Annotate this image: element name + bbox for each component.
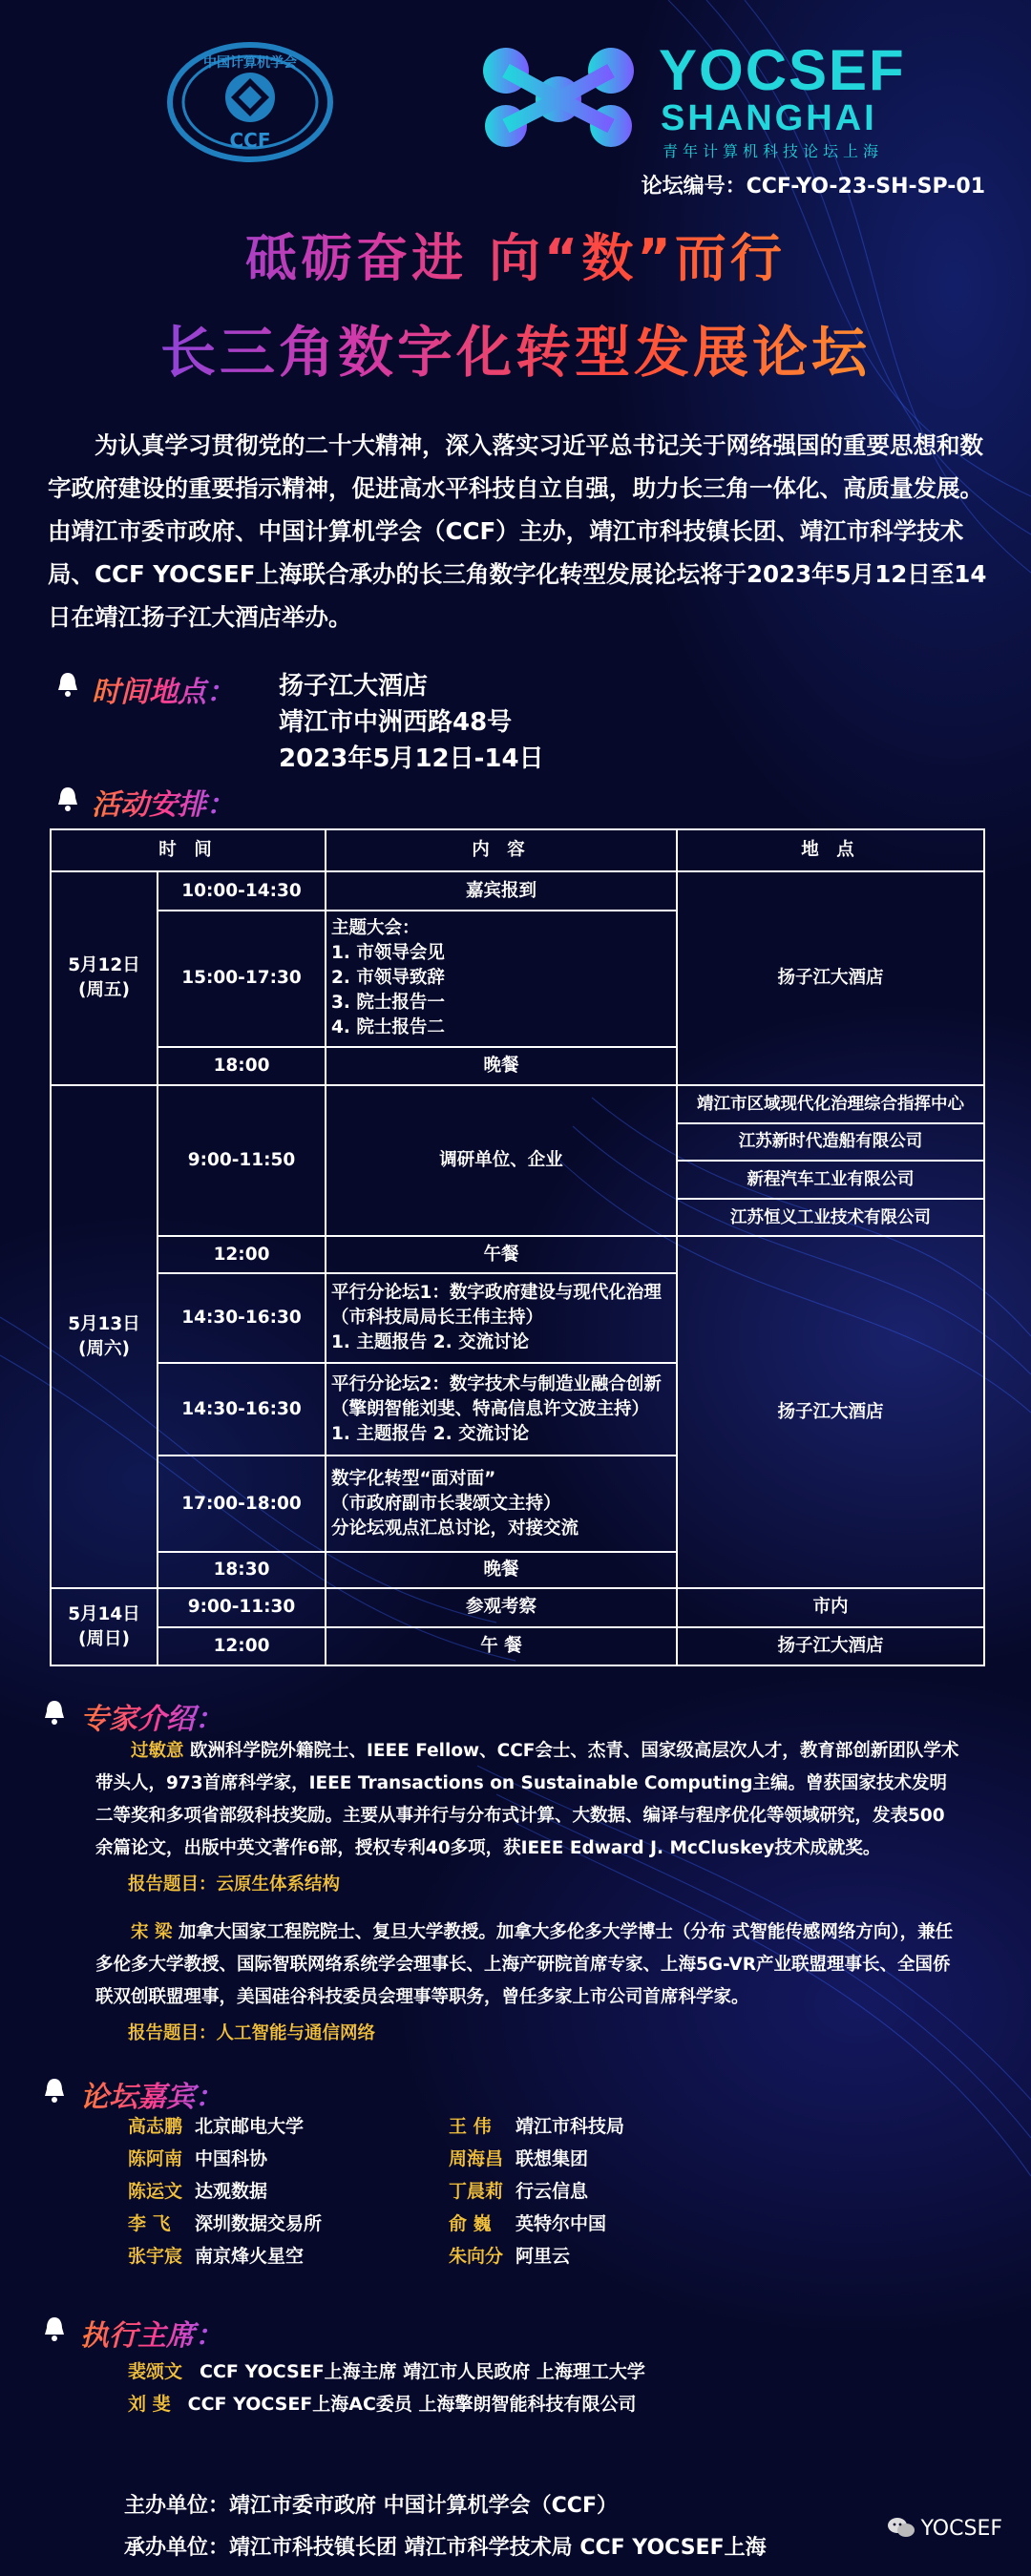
time-cell: 9:00-11:50: [158, 1085, 326, 1236]
day1-date: 5月12日: [68, 955, 140, 976]
content-line: 3. 院士报告一: [331, 993, 445, 1014]
guest-name: 张宇宸: [128, 2246, 183, 2267]
content-cell: 晚餐: [326, 1047, 677, 1085]
venue-date: 2023年5月12日-14日: [279, 744, 544, 773]
guest-name: 朱向分: [449, 2246, 504, 2267]
yocsef-logo-cn: 青年计算机科技论坛上海: [663, 142, 884, 160]
title-line-1: 砥砺奋进 向“数”而行: [0, 218, 1031, 291]
day1-location: 扬子江大酒店: [677, 871, 984, 1085]
time-cell: 18:00: [158, 1047, 326, 1085]
content-line: （市政府副市长裴颂文主持）: [331, 1493, 561, 1514]
guest-org: 英特尔中国: [516, 2213, 607, 2234]
schedule-table: [50, 828, 985, 1666]
wechat-account: [887, 2516, 1002, 2541]
day3-weekday: (周日): [78, 1628, 130, 1649]
forum-number: 论坛编号：CCF-YO-23-SH-SP-01: [641, 175, 985, 199]
guests-label: 论坛嘉宾：: [80, 2073, 223, 2115]
time-cell: 15:00-17:30: [158, 911, 326, 1047]
venue-name: 扬子江大酒店: [279, 672, 429, 701]
schedule-label: 活动安排：: [92, 781, 235, 823]
content-cell: [326, 1456, 677, 1552]
host-line: 主办单位：靖江市委市政府 中国计算机学会（CCF）: [124, 2494, 618, 2518]
guest-org: 深圳数据交易所: [195, 2213, 323, 2234]
guest-name: 俞 巍: [449, 2213, 492, 2234]
day3-date: 5月14日: [68, 1603, 140, 1624]
guest-row: [128, 2112, 701, 2145]
chair-name: 刘 斐: [128, 2394, 171, 2415]
day2-date: 5月13日: [68, 1313, 140, 1334]
content-line: 1. 市领导会见: [331, 943, 445, 964]
guest-name: 高志鹏: [128, 2116, 183, 2137]
report-label: 报告题目：: [128, 1874, 217, 1895]
guests-list: [128, 2112, 701, 2274]
yocsef-logo-icon: [477, 42, 640, 152]
day1-weekday: (周五): [78, 980, 130, 1001]
guest-name: 王 伟: [449, 2116, 492, 2137]
chair-desc: CCF YOCSEF上海AC委员 上海擎朗智能科技有限公司: [187, 2394, 637, 2415]
bell-icon: [42, 2077, 67, 2104]
visit-location: 靖江市区域现代化治理综合指挥中心: [678, 1086, 983, 1123]
content-cell: 午餐: [326, 1236, 677, 1272]
report-title: 云原生体系结构: [216, 1874, 341, 1895]
expert-bio-text: 欧洲科学院外籍院士、IEEE Fellow、CCF会士、杰青、国家级高层次人才，教育部创新团队学术带头人，973首席科学家，IEEE Transactions on Sustainable Computing主编。曾获国家技术发明二等奖和多项省部级科技奖励。主要从事并行与分布式计算、大数据、编译与程序优化等领域研究，发表500余篇论文，出版中英文著作6部，授权专利40多项，获IEEE Edward J. McCluskey技术成就奖。: [95, 1741, 959, 1858]
expert-bio-text: 加拿大国家工程院院士、复旦大学教授。加拿大多伦多大学博士（分布 式智能传感网络方向），兼任多伦多大学教授、国际智联网络系统学会理事长、上海产研院首席专家、上海5G-VR产业联盟理事长、全国侨联双创联盟理事，美国硅谷科技委员会理事等职务，曾任多家上市公司首席科学家。: [95, 1922, 954, 2007]
content-line: 数字化转型“面对面”: [331, 1468, 496, 1489]
guest-row: [128, 2209, 701, 2242]
bell-icon: [42, 2315, 67, 2342]
guest-org: 达观数据: [195, 2181, 268, 2202]
visit-location: 江苏恒义工业技术有限公司: [730, 1207, 932, 1227]
header-location: 地 点: [677, 829, 984, 871]
day1-date-cell: [51, 871, 158, 1085]
experts-label: 专家介绍：: [80, 1695, 223, 1737]
content-line: 平行分论坛2：数字技术与制造业融合创新: [331, 1373, 662, 1394]
content-cell: 午 餐: [326, 1627, 677, 1665]
guest-org: 联想集团: [516, 2148, 589, 2169]
day2-location: 扬子江大酒店: [677, 1236, 984, 1588]
visit-locations-cell: [677, 1085, 984, 1236]
wechat-icon: [887, 2516, 915, 2541]
time-cell: 9:00-11:30: [158, 1588, 326, 1626]
content-cell: 晚餐: [326, 1552, 677, 1588]
content-cell: 嘉宾报到: [326, 871, 677, 910]
time-cell: 12:00: [158, 1236, 326, 1272]
time-cell: 12:00: [158, 1627, 326, 1665]
guest-org: 中国科协: [195, 2148, 268, 2169]
guest-name: 丁晨莉: [449, 2181, 504, 2202]
content-line: 4. 院士报告二: [331, 1017, 445, 1038]
time-place-label: 时间地点：: [92, 668, 235, 710]
day2-date-cell: [51, 1085, 158, 1588]
expert-name: 宋 梁: [131, 1922, 173, 1942]
chair-name: 裴颂文: [128, 2361, 183, 2382]
expert-report: [128, 1871, 340, 1895]
guest-name: 周海昌: [449, 2148, 504, 2169]
content-cell: [326, 1363, 677, 1456]
content-cell: [326, 911, 677, 1047]
guest-org: 南京烽火星空: [195, 2246, 305, 2267]
wechat-name: YOCSEF: [920, 2516, 1002, 2541]
guest-name: 陈运文: [128, 2181, 183, 2202]
guest-org: 行云信息: [516, 2181, 589, 2202]
guest-row: [128, 2177, 701, 2209]
content-line: 平行分论坛1：数字政府建设与现代化治理: [331, 1283, 662, 1304]
time-cell: 10:00-14:30: [158, 871, 326, 910]
ccf-logo-bottom-text: CCF: [229, 129, 271, 152]
venue-address: 靖江市中洲西路48号: [279, 708, 513, 737]
time-cell: 17:00-18:00: [158, 1456, 326, 1552]
header-time: 时 间: [51, 829, 326, 871]
expert-bio: [95, 1916, 962, 2014]
guest-org: 阿里云: [516, 2246, 571, 2267]
intro-paragraph: 为认真学习贯彻党的二十大精神，深入落实习近平总书记关于网络强国的重要思想和数字政府建设的重要指示精神，促进高水平科技自立自强，助力长三角一体化、高质量发展。由靖江市委市政府、中国计算机学会（CCF）主办，靖江市科技镇长团、靖江市科学技术局、CCF YOCSEF上海联合承办的长三角数字化转型发展论坛将于2023年5月12日至14日在靖江扬子江大酒店举办。: [48, 431, 987, 631]
content-line: （擎朗智能刘斐、特高信息许文波主持）: [331, 1398, 650, 1419]
expert-report: [128, 2020, 375, 2044]
bell-icon: [55, 785, 80, 812]
content-line: 分论坛观点汇总讨论，对接交流: [331, 1518, 579, 1539]
expert-bio: [95, 1735, 962, 1865]
ccf-logo: [164, 40, 336, 164]
location-cell: 市内: [677, 1588, 984, 1626]
title-line-2: 长三角数字化转型发展论坛: [0, 307, 1031, 387]
visit-location: 新程汽车工业有限公司: [678, 1161, 983, 1199]
guest-org: 靖江市科技局: [516, 2116, 625, 2137]
organizer-line: 承办单位：靖江市科技镇长团 靖江市科学技术局 CCF YOCSEF上海: [124, 2536, 767, 2560]
bell-icon: [55, 671, 80, 698]
header-content: 内 容: [326, 829, 677, 871]
time-cell: 14:30-16:30: [158, 1363, 326, 1456]
report-label: 报告题目：: [128, 2023, 217, 2043]
visit-location: 江苏新时代造船有限公司: [678, 1123, 983, 1162]
guest-name: 李 飞: [128, 2213, 171, 2234]
guest-row: [128, 2145, 701, 2177]
content-line: （市科技局局长王伟主持）: [331, 1308, 544, 1329]
content-line: 1. 主题报告 2. 交流讨论: [331, 1332, 530, 1353]
content-line: 主题大会：: [331, 918, 420, 939]
content-cell: 调研单位、企业: [326, 1085, 677, 1236]
time-cell: 18:30: [158, 1552, 326, 1588]
chair-desc: CCF YOCSEF上海主席 靖江市人民政府 上海理工大学: [200, 2361, 645, 2382]
bell-icon: [42, 1699, 67, 1726]
content-line: 1. 主题报告 2. 交流讨论: [331, 1423, 530, 1444]
location-cell: 扬子江大酒店: [677, 1627, 984, 1665]
expert-name: 过敏意: [131, 1741, 184, 1761]
day2-weekday: (周六): [78, 1338, 130, 1359]
guest-org: 北京邮电大学: [195, 2116, 305, 2137]
guest-name: 陈阿南: [128, 2148, 183, 2169]
content-line: 2. 市领导致辞: [331, 968, 445, 989]
yocsef-logo-subtitle: SHANGHAI: [661, 98, 877, 138]
ccf-logo-top-text: 中国计算机学会: [203, 55, 297, 71]
chairs-label: 执行主席：: [80, 2312, 223, 2354]
chair-row: [128, 2390, 637, 2416]
content-cell: 参观考察: [326, 1588, 677, 1626]
guest-row: [128, 2242, 701, 2274]
day3-date-cell: [51, 1588, 158, 1665]
time-cell: 14:30-16:30: [158, 1273, 326, 1364]
chair-row: [128, 2357, 645, 2383]
content-cell: [326, 1273, 677, 1364]
yocsef-logo-title: YOCSEF: [659, 38, 906, 102]
report-title: 人工智能与通信网络: [216, 2023, 376, 2043]
